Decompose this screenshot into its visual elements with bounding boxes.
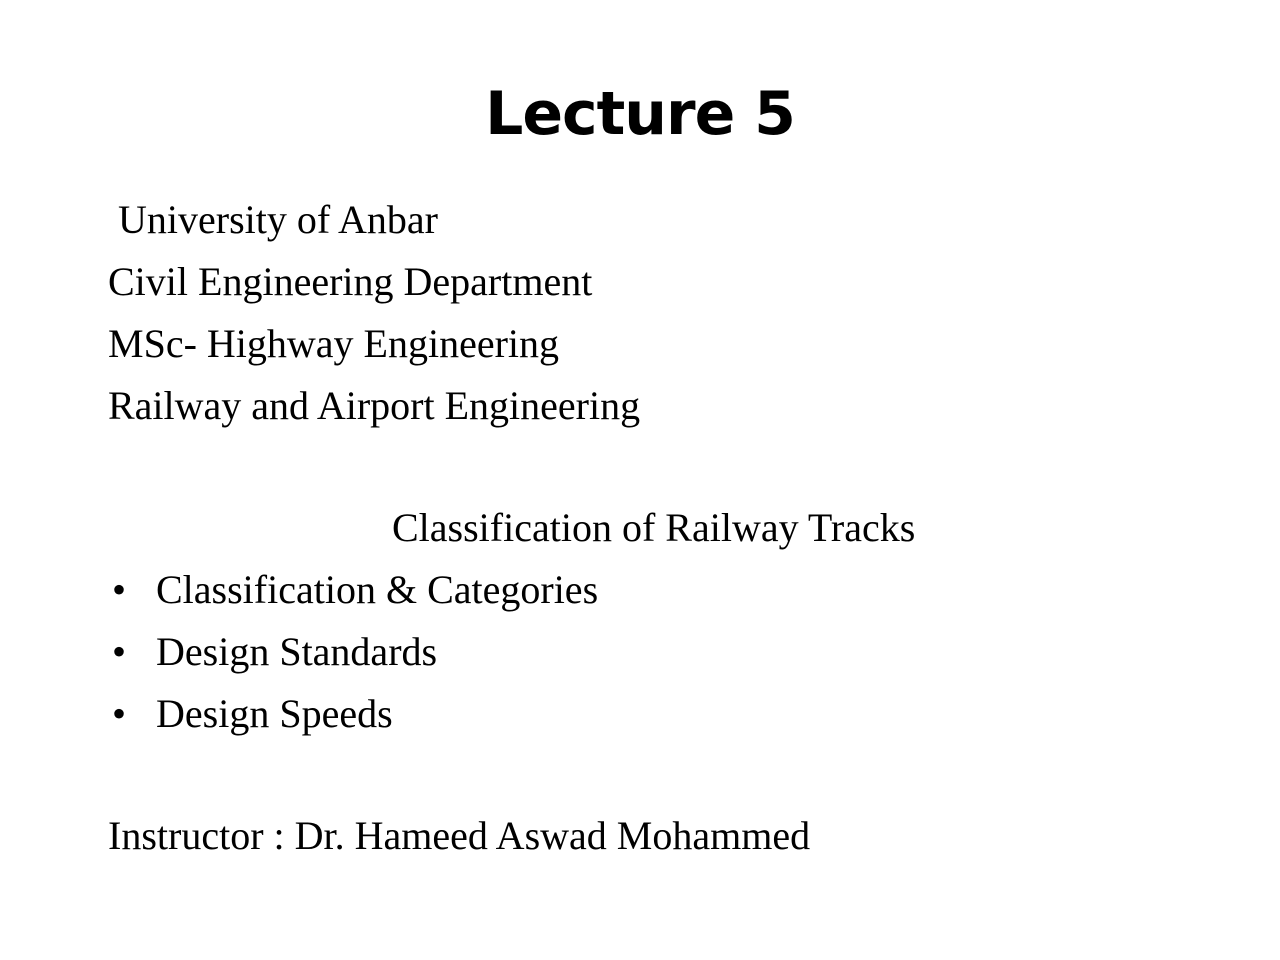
topic-text: Classification & Categories — [156, 567, 599, 612]
department-name: Civil Engineering Department — [108, 259, 593, 304]
slide-title: Lecture 5 — [485, 79, 795, 149]
section-heading: Classification of Railway Tracks — [392, 505, 916, 550]
program-name: MSc- Highway Engineering — [108, 321, 560, 366]
course-name: Railway and Airport Engineering — [108, 383, 641, 428]
bullet-icon: • — [112, 567, 127, 612]
topic-text: Design Speeds — [156, 691, 393, 736]
bullet-icon: • — [112, 691, 127, 736]
university-name: University of Anbar — [118, 197, 438, 242]
instructor-line: Instructor : Dr. Hameed Aswad Mohammed — [108, 813, 811, 858]
bullet-icon: • — [112, 629, 127, 674]
topic-text: Design Standards — [156, 629, 438, 674]
